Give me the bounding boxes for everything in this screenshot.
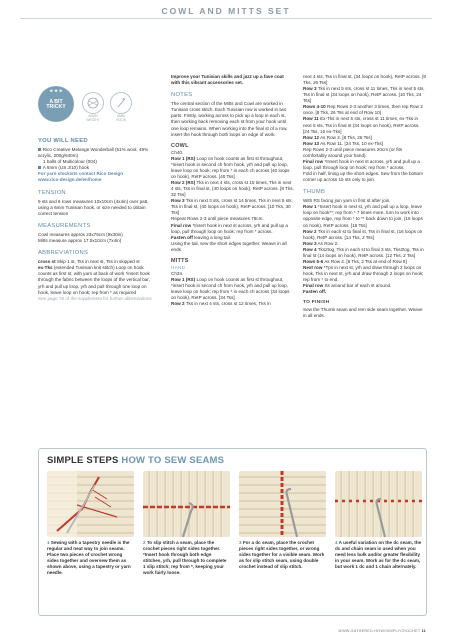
to-finish-heading: TO FINISH (303, 300, 330, 306)
weight-badge (80, 92, 106, 122)
thumb-heading: THUMB (303, 189, 326, 196)
step-2-caption: 2 To slip stitch a seam, place the crochet pieces right sides together. *Insert hook through both edge stitches, yrh, pull through to complete 1 slip stitch; rep from *, keeping your work fairly loose. (143, 540, 227, 575)
step-1-photo (47, 471, 134, 537)
thumb-row-3: Row 3 As Row 2. (303, 240, 339, 246)
bullet-icon (38, 166, 41, 169)
thumb-row-1: Row 1 *Insert hook in next st, yrh and pull up a loop, leave loop on hook**; rep from * 7 times more, turn to work into opposite edge, rep from * to ** back down to join, (16 loops on hook), RetP across. [16 Tss] (303, 204, 423, 228)
mitts-repeat: Rep Rows 2-3 until piece measures 20cm (or fits comfortably around your hand). (303, 146, 403, 158)
step-4-caption: 4 A useful variation on the dc seam, the dc and chain seam is used when you need less bulk and/or greater flexibility in your seam. Work as for the dc seam, but work 1 dc and 1 chain alternately. (335, 540, 422, 569)
simple-steps-box (38, 448, 427, 616)
cowl-final-row: Final row *Insert hook in next st across, yrh and pull up a loop, pull through loop on hook; rep from * across. (171, 222, 288, 234)
difficulty-badges (38, 86, 158, 136)
step-1-caption: 1 Sewing with a tapestry needle is the regular and neat way to join seams. Place two pieces of crochet wrong sides together and oversew them as shown above, using a tapestry or yarn needle. (47, 540, 131, 575)
mitts-row-2: Row 2 Tks in next 4 sts, cross st 12 times, Tks in (171, 301, 271, 307)
footer-site: WWW.GATHERED.HOW/SIMPLYCROCHET (338, 629, 421, 633)
step-3-caption: 3 For a dc seam, place the crochet pieces right sides together, or wrong sides together for a visible seam. Work as for slip stitch seam, using double crochet instead of slip stitch. (239, 540, 325, 569)
cowl-heading: COWL (171, 142, 189, 149)
mitts-row-3: Row 3 Tks in next 5 sts, cross st 11 times, Tks in next 5 sts, Tss in final st (34 loops on hook), RetP across. [10 Tks, 24 Tss] (303, 86, 425, 104)
hook-badge (108, 92, 134, 122)
thumb-next-row: Next row *Tps in next st, yrh and draw through 2 loops on hook, Tks in next st, yrh and draw through 2 loops on hook; rep from * to end. (303, 264, 424, 283)
mitts-fold: Fold in half, lining up the short edges. Sew from the bottom corner up across 15 sts only to join. (303, 171, 424, 183)
header-rule (20, 18, 432, 19)
cowl-fasten: Fasten off leaving a long tail. (171, 234, 232, 240)
yarn-ball-icon (82, 92, 104, 114)
cowl-chain: Ch40. (171, 149, 184, 155)
step-2 (143, 471, 230, 576)
notes-heading: NOTES (171, 92, 193, 99)
mitts-row-12: Row 12 As Row 2. [8 Tks, 26 Tss] (303, 134, 372, 140)
stockist-url[interactable]: www.rico-design.de/en/home (38, 177, 102, 183)
stars-icon: ★ ★ ★ (49, 88, 63, 93)
pattern-column-3 (303, 74, 426, 319)
weight-label: ARAN WEIGHT (86, 114, 100, 122)
pattern-column-2 (171, 74, 294, 307)
stockist-contact: For yarn stockists contact Rico Design (38, 171, 124, 177)
mitts-rows-4-10: Rows 4-10 Rep Rows 2-3 another 3 times, then rep Row 2 once. [8 Tks, 26 Tss at end of Row 10] (303, 104, 423, 116)
cowl-repeat: Repeat Rows 2-3 until piece measures 76cm. (171, 216, 264, 222)
step-2-photo (143, 471, 230, 537)
thumb-rows-5-6: Rows 5-6 As Row 4. [8 Tks, 2 Tss at end of Row 6] (303, 258, 407, 264)
badge-line-1: A BIT (49, 98, 63, 105)
need-hook: A 6mm (US J/10) hook (38, 165, 156, 171)
mitts-heading: MITTS (171, 257, 189, 264)
step-3 (239, 471, 326, 570)
notes-text: The central section of the Mitts and Cowl are worked in Tunisian cross stitch. Each Tunisian row is worked in two parts. Firstly, working across to pick up a loop in each st, then working back removing each st from your hook until one loop remains. When working into the final st of a row, insert the hook through both loops on edge of work. (171, 101, 288, 137)
intro-text: Improve your Tunisian skills and jazz up a fave coat with this vibrant accessories set. (171, 74, 284, 86)
abbreviations-heading: ABBREVIATIONS (38, 250, 89, 257)
materials-column (38, 138, 156, 302)
abbr-cross-st: cross st Skip 1 st, Tss in next st, Tss in skipped st (38, 259, 140, 265)
cowl-row-1: Row 1 (RS) Loop on hook counts as first st throughout, *insert hook in second ch from hook, yrh and pull up loop, leave loop on hook; rep from * in each ch across (40 loops on hook), RetP across. [40 Tss] (171, 155, 290, 180)
mitts-row-1: Row 1 (RS) Loop on hook counts as first st throughout, *insert hook in second ch from hook, yrh and pull up loop, leave loop on hook; rep from * in each ch across (34 loops on hook), RetP across. [34 Tss] (171, 277, 290, 301)
thumb-final-row: Final row Ss around bar of each st around. (303, 283, 392, 289)
measurement-cowl: Cowl measures approx 23x76cm (9x30in) (38, 231, 123, 237)
page-header (0, 6, 452, 17)
mitts-row-2-cont: next 4 sts, Tss in final st, (34 loops on hook), RetP across. [8 Tks, 26 Tss] (303, 74, 426, 86)
need-yarn: Rico Creative Melange Wonderball (51% wool, 49% acrylic, 200g/640m) (38, 147, 149, 159)
page-footer (338, 629, 426, 634)
cowl-row-3: Row 3 Tks in next 3 sts, cross st 14 times, Tks in next 5 sts, Tss in final st, (40 loops on hook), RetP across. [10 Tks, 30 Tss] (171, 198, 293, 216)
cowl-weave: Using the tail, sew the short edges together. Weave in all ends. (171, 240, 287, 252)
tension-text: 9 sts and 6 rows measures 10x10cm (4x4in) over patt, using a 6mm Tunisian hook, or size needed to obtain correct tension (38, 198, 149, 216)
step-3-photo (239, 471, 326, 537)
thumb-row-4: Row 4 Tks2tog, Tks in each st to final 3 sts, Tks2tog, Tss in final st (14 loops on hook), RetP across. [12 Tks, 2 Tss] (303, 246, 424, 258)
measurement-mitts: Mitts measure approx 17.5x10cm (7x4in) (38, 238, 122, 244)
mitts-row-11: Row 11 Ex-Tks in next 5 sts, cross st 11 times, ex-Tks in next 5 sts, Tss in final st (34 loops on hook), RetP across. [24 Tss, 10 ex-Tks] (303, 116, 420, 134)
step-4 (335, 471, 422, 570)
difficulty-badge (38, 86, 74, 122)
thumb-intro: With RS facing join yarn in first st after join. (303, 198, 391, 204)
page-number: 11 (421, 629, 426, 633)
abbr-see-note: See page 76 of the supplement for further abbreviations (38, 295, 152, 301)
measurements-heading: MEASUREMENTS (38, 222, 91, 229)
hook-label: 6MM HOOK (116, 114, 126, 122)
thumb-fasten: Fasten off. (303, 289, 327, 295)
badge-line-2: TRICKY (46, 104, 66, 110)
tension-heading: TENSION (38, 189, 66, 196)
mitts-chain: Ch34. (171, 271, 184, 277)
abbr-ex-tks: ex-Tks (extended Tunisian knit stitch) Loop on hook counts as first st, with yarn at back of work *insert hook through the fabric between the loops of the vertical bar, yrh and pull up loop, yrh and pull through one loop on hook, leave loop on hook; rep from * as required (38, 265, 150, 295)
bullet-icon (38, 148, 41, 151)
step-1 (47, 471, 134, 576)
step-4-photo (335, 471, 422, 537)
finish-text: Sew the Thumb seam and rem side seam together. Weave in all ends. (303, 306, 423, 318)
hand-subheading: HAND (171, 264, 186, 270)
you-will-need-heading: YOU WILL NEED (38, 138, 88, 144)
mitts-row-13: Row 13 As Row 11. [24 Tss, 10 ex-Tks] (303, 140, 384, 146)
page-title: COWL AND MITTS SET (155, 6, 296, 16)
cowl-row-2: Row 2 (RS) Tks in next 4 sts, cross st 15 times, Tks in next 4 sts, Tss in final st, (40 loops on hook), RetP across. [8 Tks, 32 Tss] (171, 180, 294, 198)
mitts-final-row: Final row *Insert hook in next st across, yrh and pull up a loop, pull through loop on hook; rep from * across. (303, 158, 420, 170)
need-yarn-amount: 1 balls of Multicolour (004) (43, 159, 97, 165)
simple-steps-title: SIMPLE STEPS HOW TO SEW SEAMS (47, 455, 225, 466)
thumb-row-2: Row 2 Tks in each st to final st, Tss in final st, (16 loops on hook), RetP across. [14 Tks, 2 Tss] (303, 228, 423, 240)
hook-icon (110, 92, 132, 114)
